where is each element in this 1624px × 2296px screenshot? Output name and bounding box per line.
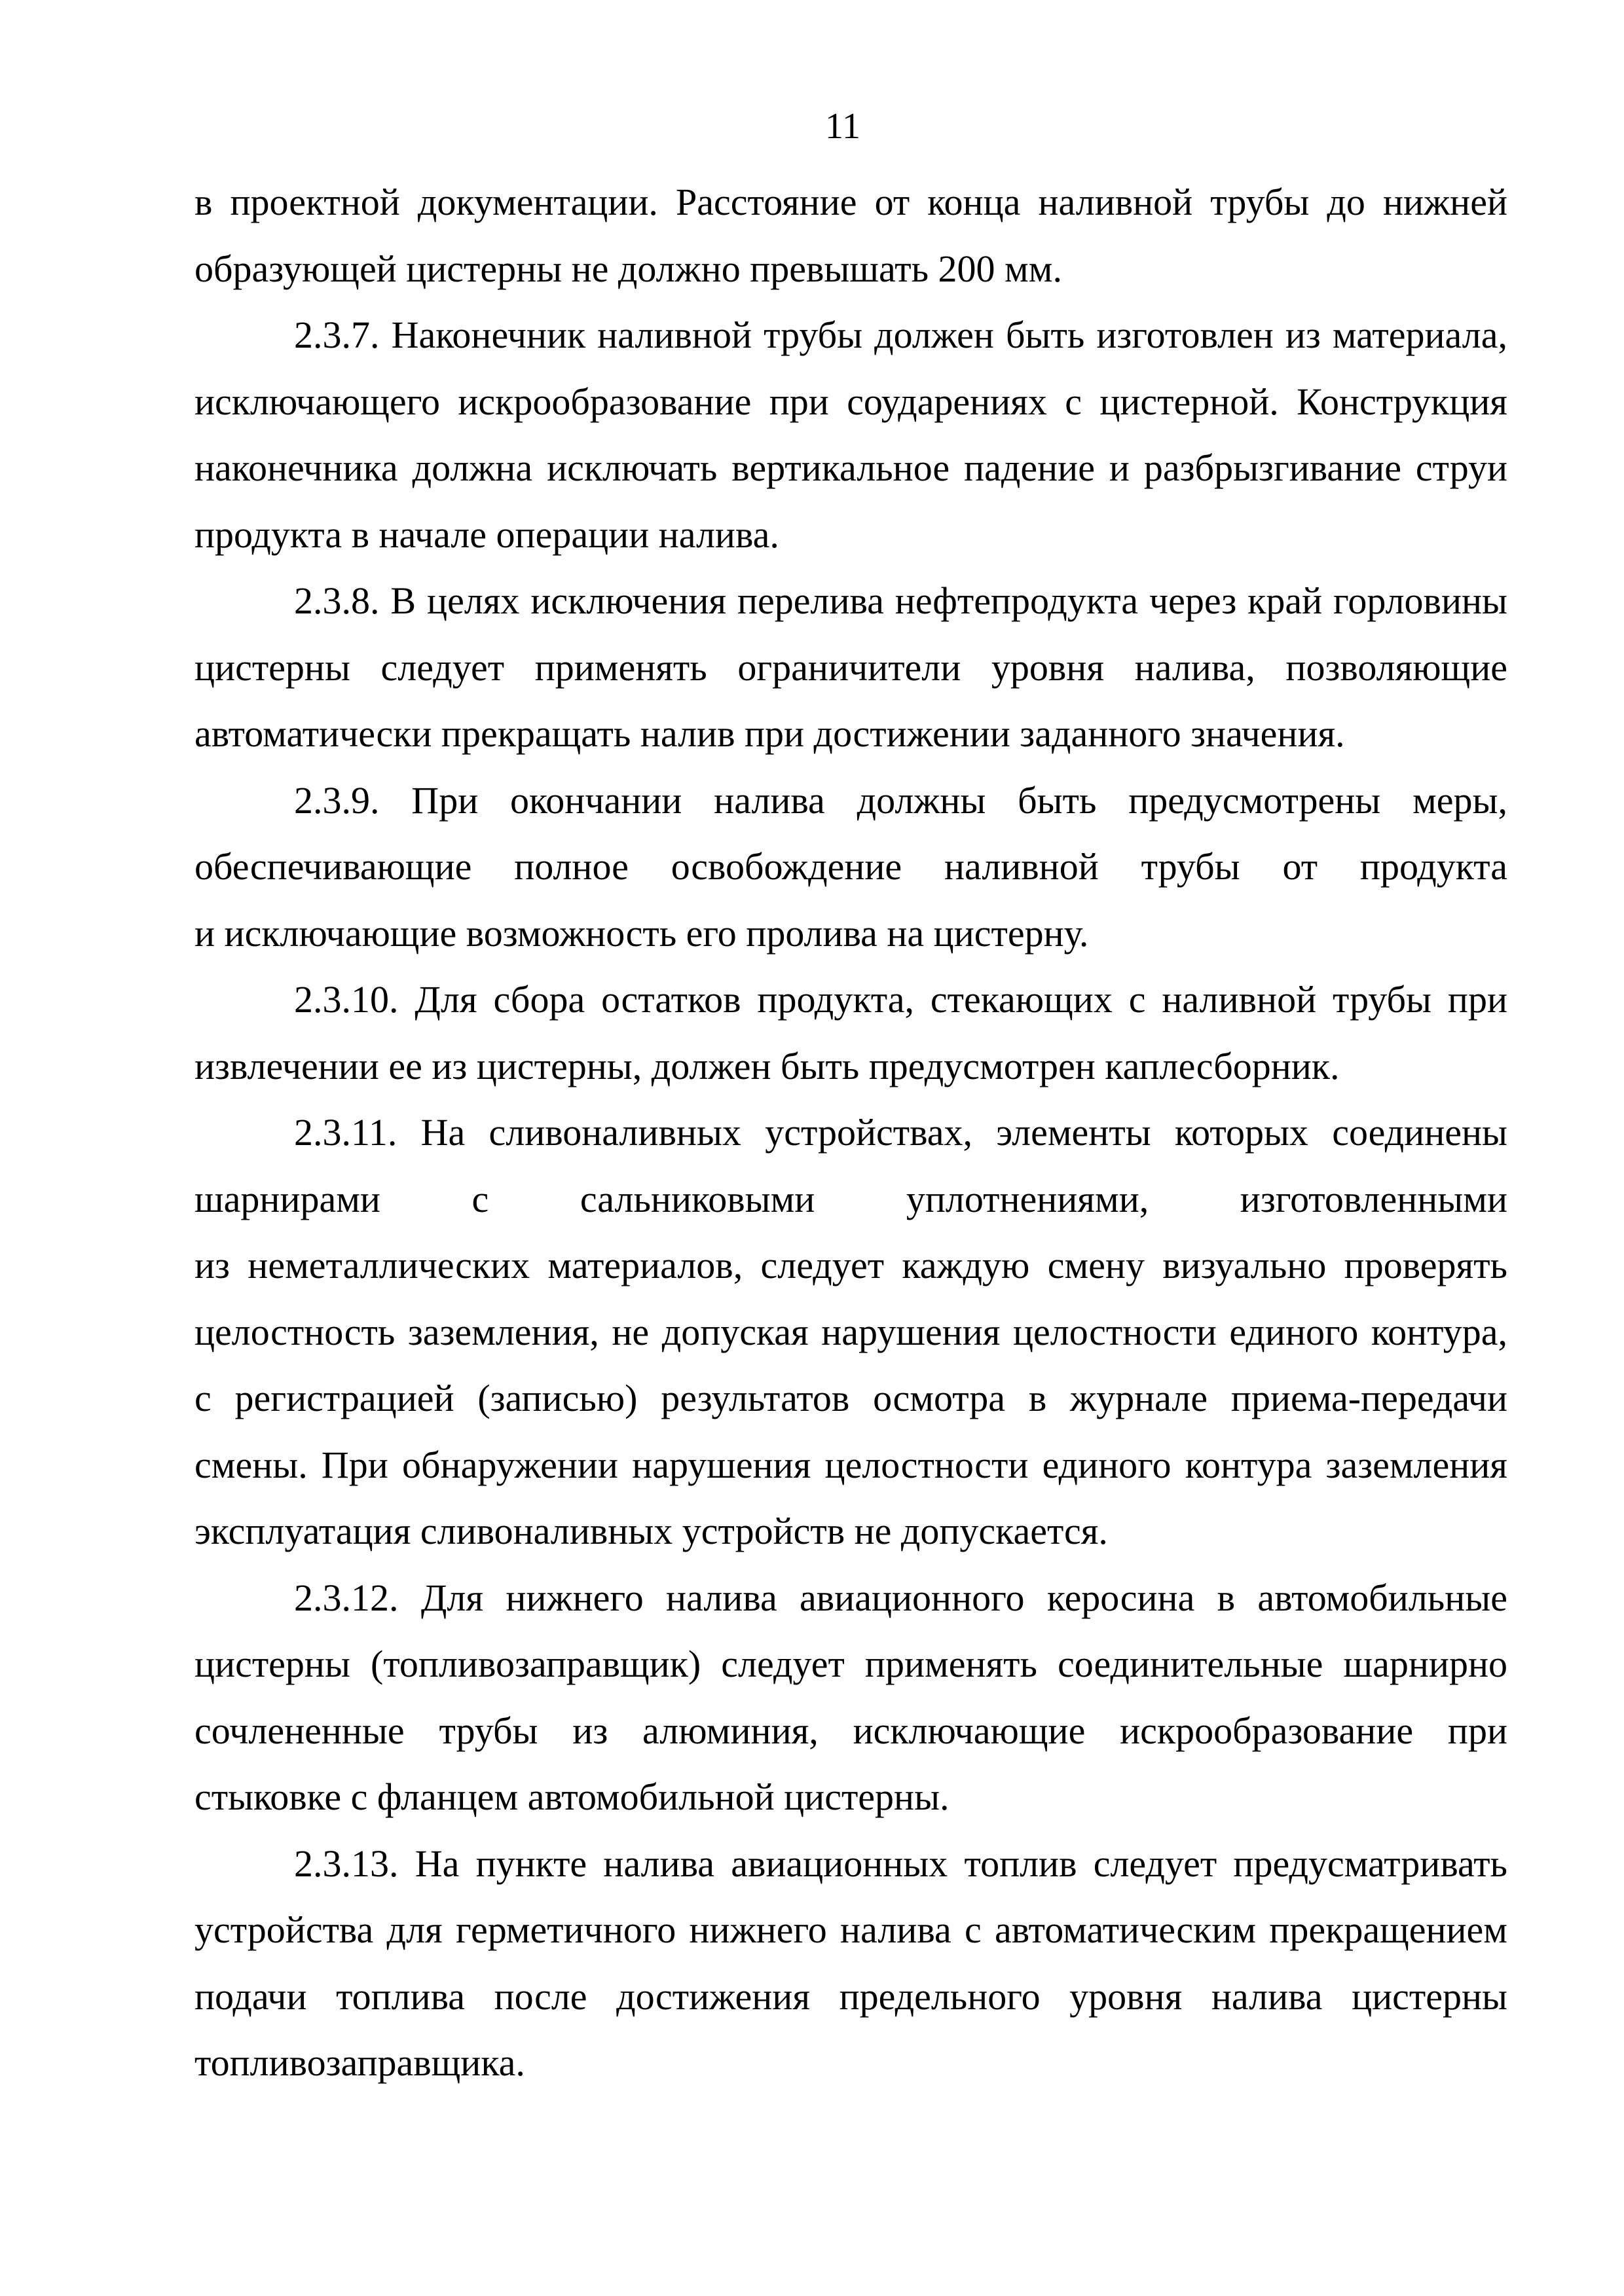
text-line: автоматически прекращать налив при достижении заданного значения.: [194, 712, 1345, 755]
text-line: эксплуатация сливоналивных устройств не допускается.: [194, 1510, 1108, 1552]
text-line: топливозаправщика.: [194, 2041, 525, 2084]
text-line: извлечении ее из цистерны, должен быть предусмотрен каплесборник.: [194, 1044, 1340, 1087]
text-line: из неметаллических материалов, следует каждую смену визуально проверять: [194, 1244, 1507, 1286]
text-line: наконечника должна исключать вертикальное падение и разбрызгивание струи: [194, 446, 1507, 489]
paragraph: [194, 1099, 1507, 1565]
text-line: шарнирами с сальниковыми уплотнениями, изготовленными: [194, 1177, 1507, 1220]
paragraph: [194, 568, 1507, 767]
text-line: образующей цистерны не должно превышать 200 мм.: [194, 247, 1062, 290]
paragraph: [194, 1831, 1507, 2096]
text-line: целостность заземления, не допуская нарушения целостности единого контура,: [194, 1310, 1507, 1353]
text-line: 2.3.7. Наконечник наливной трубы должен быть изготовлен из материала,: [294, 314, 1507, 356]
paragraph: [194, 302, 1507, 568]
document-body: [194, 169, 1507, 2096]
text-line: и исключающие возможность его пролива на цистерну.: [194, 911, 1089, 955]
text-line: цистерны (топливозаправщик) следует применять соединительные шарнирно: [194, 1643, 1507, 1685]
paragraph: [194, 767, 1507, 967]
text-line: сочлененные трубы из алюминия, исключающие искрообразование при: [194, 1709, 1507, 1752]
text-line: с регистрацией (записью) результатов осмотра в журнале приема-передачи: [194, 1377, 1507, 1419]
text-line: подачи топлива после достижения предельного уровня налива цистерны: [194, 1975, 1507, 2018]
paragraph: [194, 169, 1507, 302]
text-line: 2.3.11. На сливоналивных устройствах, элементы которых соединены: [294, 1111, 1507, 1154]
text-line: 2.3.10. Для сбора остатков продукта, стекающих с наливной трубы при: [294, 978, 1507, 1021]
text-line: устройства для герметичного нижнего налива с автоматическим прекращением: [194, 1908, 1507, 1951]
text-line: цистерны следует применять ограничители уровня налива, позволяющие: [194, 646, 1507, 689]
text-line: обеспечивающие полное освобождение наливной трубы от продукта: [194, 845, 1507, 888]
text-line: 2.3.9. При окончании налива должны быть предусмотрены меры,: [294, 778, 1507, 822]
text-line: продукта в начале операции налива.: [194, 513, 779, 556]
page-number: 11: [825, 106, 860, 147]
text-line: смены. При обнаружении нарушения целостности единого контура заземления: [194, 1443, 1507, 1486]
paragraph: [194, 966, 1507, 1099]
text-line: исключающего искрообразование при соударениях с цистерной. Конструкция: [194, 380, 1507, 423]
text-line: в проектной документации. Расстояние от конца наливной трубы до нижней: [194, 181, 1507, 223]
paragraph: [194, 1565, 1507, 1831]
text-line: 2.3.13. На пункте налива авиационных топлив следует предусматривать: [294, 1842, 1507, 1885]
text-line: стыковке с фланцем автомобильной цистерны.: [194, 1776, 950, 1818]
text-line: 2.3.12. Для нижнего налива авиационного керосина в автомобильные: [294, 1576, 1507, 1619]
text-line: 2.3.8. В целях исключения перелива нефтепродукта через край горловины: [294, 579, 1507, 622]
